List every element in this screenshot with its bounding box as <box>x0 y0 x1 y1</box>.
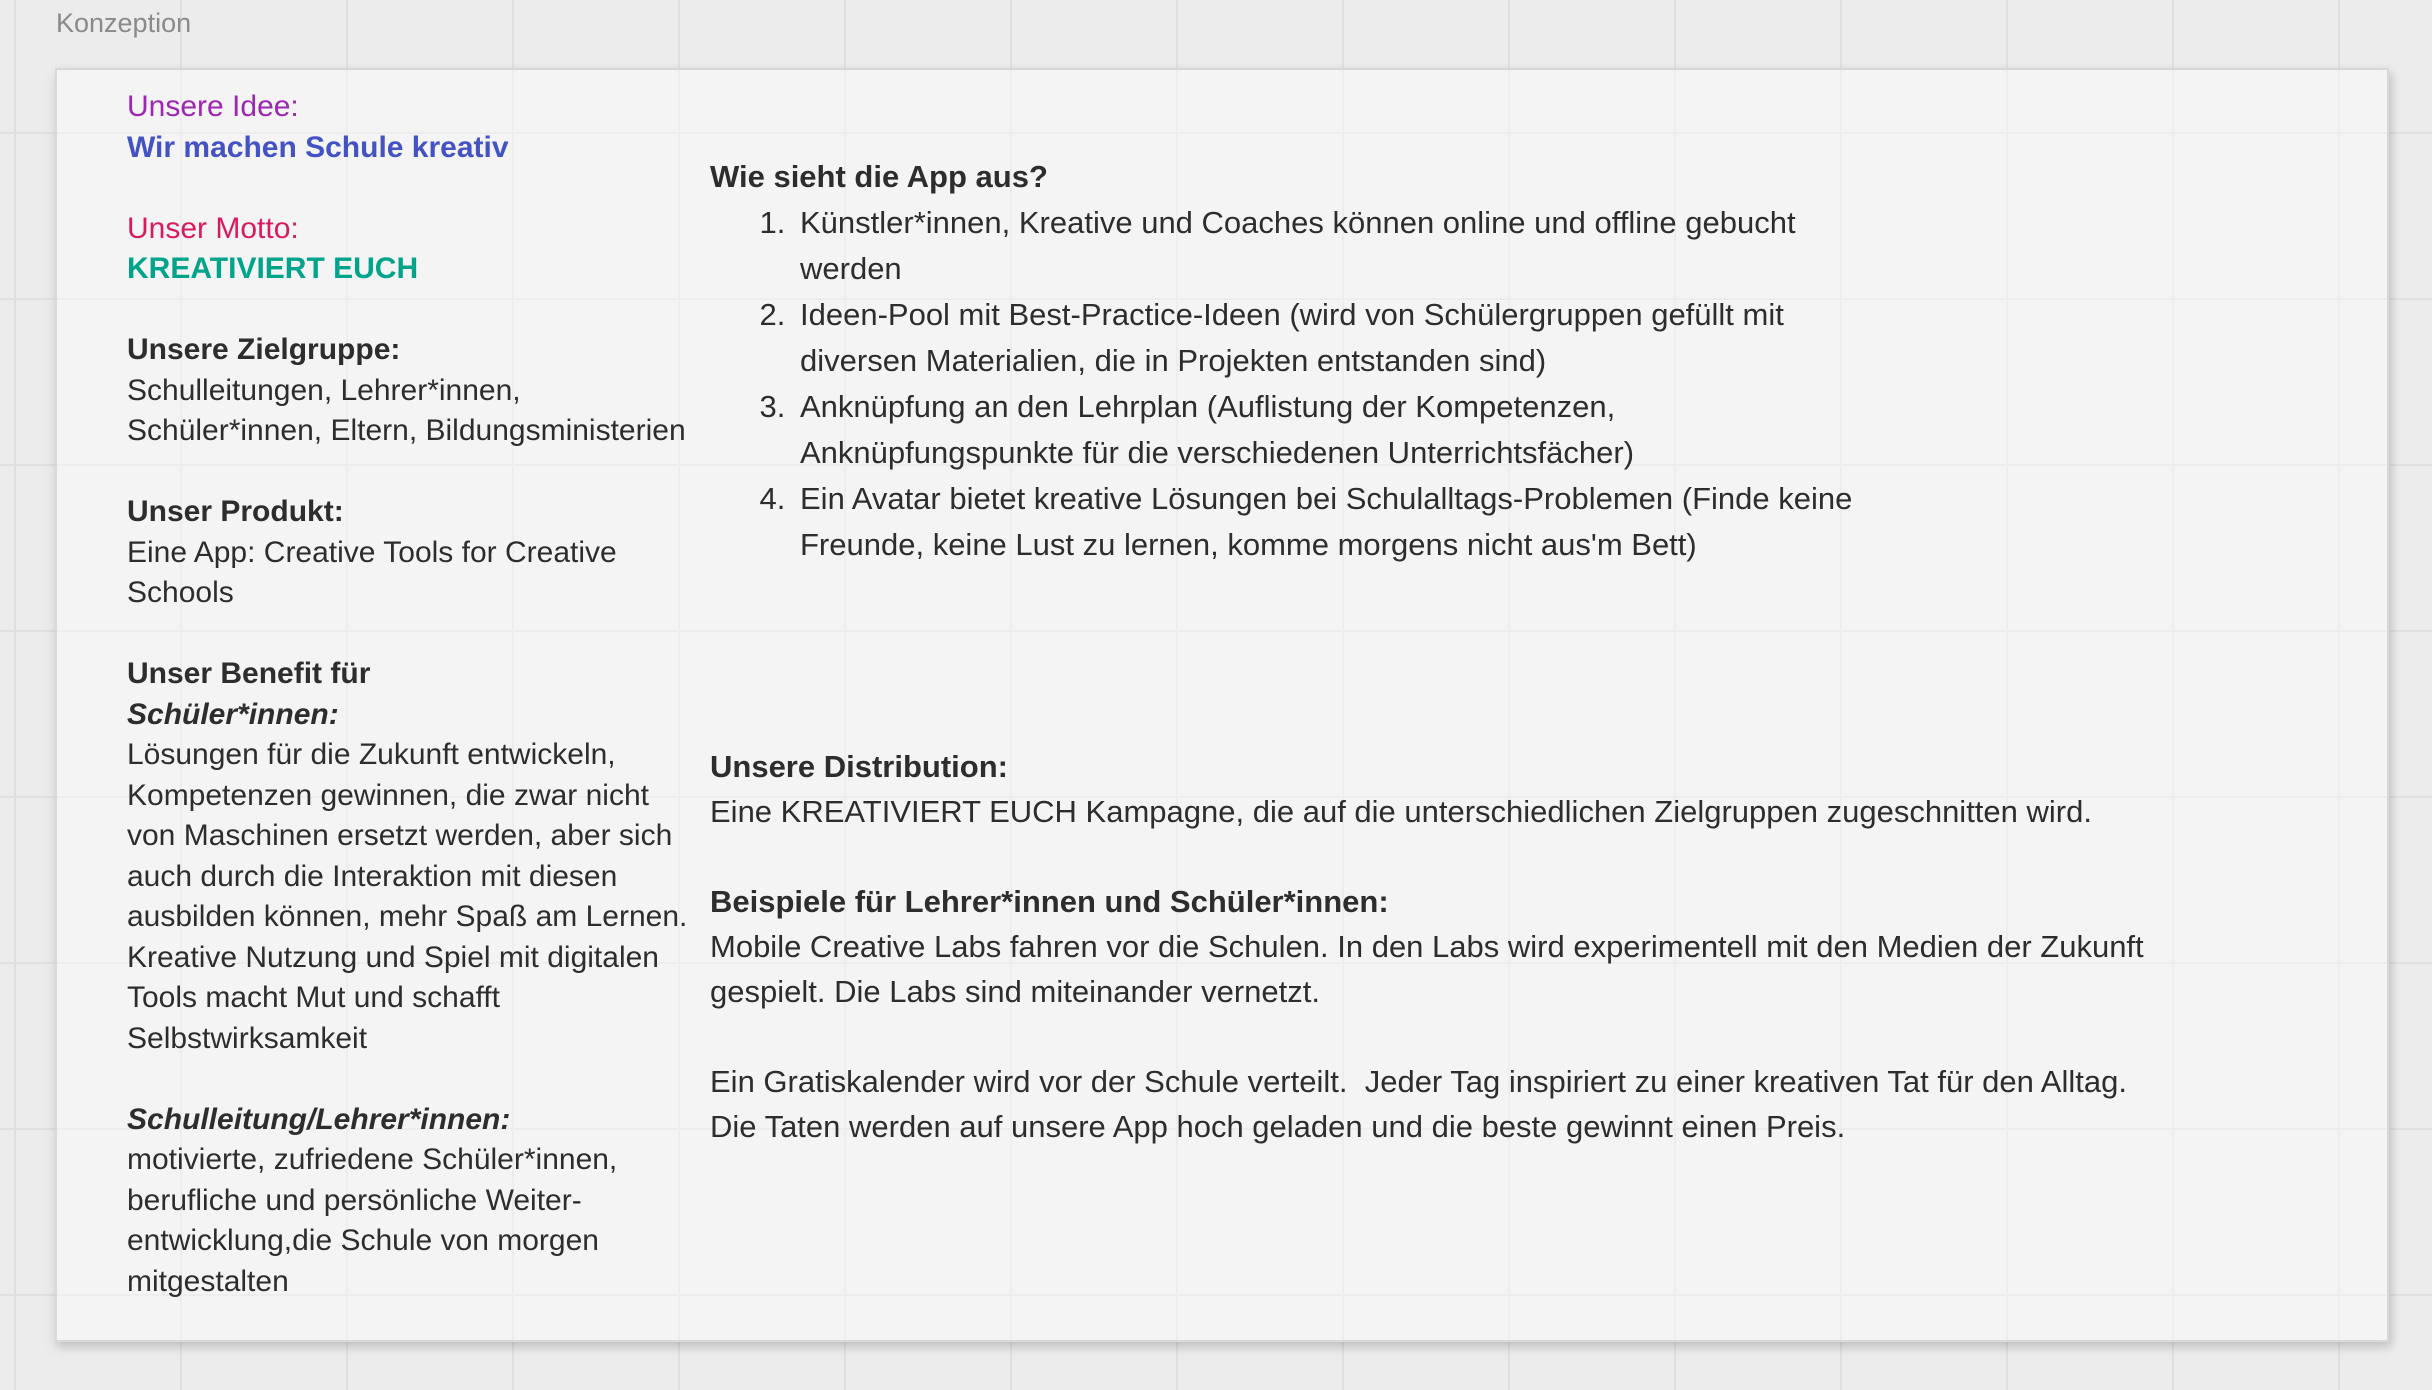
distribution-label: Unsere Distribution: <box>710 749 1008 784</box>
idea-label: Unsere Idee: <box>127 90 299 123</box>
examples-line: Mobile Creative Labs fahren vor die Schulen. In den Labs wird experimentell mit den Medien der Zukunft <box>710 929 2144 964</box>
blank-line <box>127 452 767 493</box>
benefit-students-line: Tools macht Mut und schafft <box>127 981 500 1014</box>
calendar-line: Die Taten werden auf unsere App hoch geladen und die beste gewinnt einen Preis. <box>710 1109 1846 1144</box>
benefit-heading: Unser Benefit für <box>127 657 371 690</box>
app-feature-line: werden <box>800 251 902 286</box>
target-group-label: Unsere Zielgruppe: <box>127 333 401 366</box>
blank-line <box>710 1014 2360 1059</box>
app-heading: Wie sieht die App aus? <box>710 159 1048 194</box>
motto-value: KREATIVIERT EUCH <box>127 252 419 285</box>
benefit-students-line: von Maschinen ersetzt werden, aber sich <box>127 819 673 852</box>
distribution-text: Eine KREATIVIERT EUCH Kampagne, die auf die unterschiedlichen Zielgruppen zugeschnitten wird. <box>710 794 2092 829</box>
benefit-teachers-line: entwicklung,die Schule von morgen <box>127 1224 599 1257</box>
target-group-line: Schüler*innen, Eltern, Bildungsministerien <box>127 414 686 447</box>
app-feature-line: Freunde, keine Lust zu lernen, komme morgens nicht aus'm Bett) <box>800 527 1697 562</box>
blank-line <box>127 1059 767 1100</box>
blank-line <box>127 614 767 655</box>
benefit-students-line: Kompetenzen gewinnen, die zwar nicht <box>127 778 649 812</box>
app-text-block[interactable] <box>710 154 2110 568</box>
blank-line <box>127 290 767 331</box>
benefit-students-label: Schüler*innen: <box>127 697 339 731</box>
blank-line <box>127 168 767 209</box>
app-feature-line: 4. Ein Avatar bietet kreative Lösungen bei Schulalltags-Problemen (Finde keine <box>800 481 1853 516</box>
app-feature-line: diversen Materialien, die in Projekten entstanden sind) <box>800 343 1547 378</box>
app-feature-line: 1. Künstler*innen, Kreative und Coaches können online und offline gebucht <box>800 205 1796 240</box>
product-line: Schools <box>127 576 234 609</box>
product-line: Eine App: Creative Tools for Creative <box>127 535 617 569</box>
benefit-students-line: auch durch die Interaktion mit diesen <box>127 859 618 893</box>
idea-value: Wir machen Schule kreativ <box>127 130 509 164</box>
app-feature-item <box>794 200 2110 292</box>
calendar-line: Ein Gratiskalender wird vor der Schule verteilt. Jeder Tag inspiriert zu einer kreativen Tat für den Alltag. <box>710 1064 2127 1099</box>
app-feature-item <box>794 384 2110 476</box>
benefit-students-line: ausbilden können, mehr Spaß am Lernen. <box>127 900 688 933</box>
benefit-teachers-label: Schulleitung/Lehrer*innen: <box>127 1102 511 1136</box>
motto-label: Unser Motto: <box>127 211 299 245</box>
app-feature-list <box>710 200 2110 568</box>
examples-line: gespielt. Die Labs sind miteinander vernetzt. <box>710 974 1320 1009</box>
benefit-teachers-line: mitgestalten <box>127 1264 289 1298</box>
frame-title[interactable]: Konzeption <box>56 8 192 38</box>
app-feature-item <box>794 476 2110 568</box>
app-feature-item <box>794 292 2110 384</box>
benefit-students-line: Kreative Nutzung und Spiel mit digitalen <box>127 940 659 974</box>
benefit-teachers-line: motivierte, zufriedene Schüler*innen, <box>127 1143 618 1176</box>
product-label: Unser Produkt: <box>127 495 344 528</box>
app-feature-line: 3. Anknüpfung an den Lehrplan (Auflistung der Kompetenzen, <box>800 389 1616 424</box>
target-group-line: Schulleitungen, Lehrer*innen, <box>127 373 521 407</box>
benefit-students-line: Selbstwirksamkeit <box>127 1021 368 1055</box>
left-text-block[interactable] <box>127 87 767 1302</box>
app-feature-line: 2. Ideen-Pool mit Best-Practice-Ideen (wird von Schülergruppen gefüllt mit <box>800 297 1784 332</box>
benefit-students-line: Lösungen für die Zukunft entwickeln, <box>127 738 616 771</box>
examples-label: Beispiele für Lehrer*innen und Schüler*innen: <box>710 884 1389 919</box>
blank-line <box>710 834 2360 879</box>
app-feature-line: Anknüpfungspunkte für die verschiedenen Unterrichtsfächer) <box>800 435 1635 470</box>
benefit-teachers-line: berufliche und persönliche Weiter- <box>127 1183 582 1217</box>
distribution-text-block[interactable] <box>710 744 2360 1149</box>
